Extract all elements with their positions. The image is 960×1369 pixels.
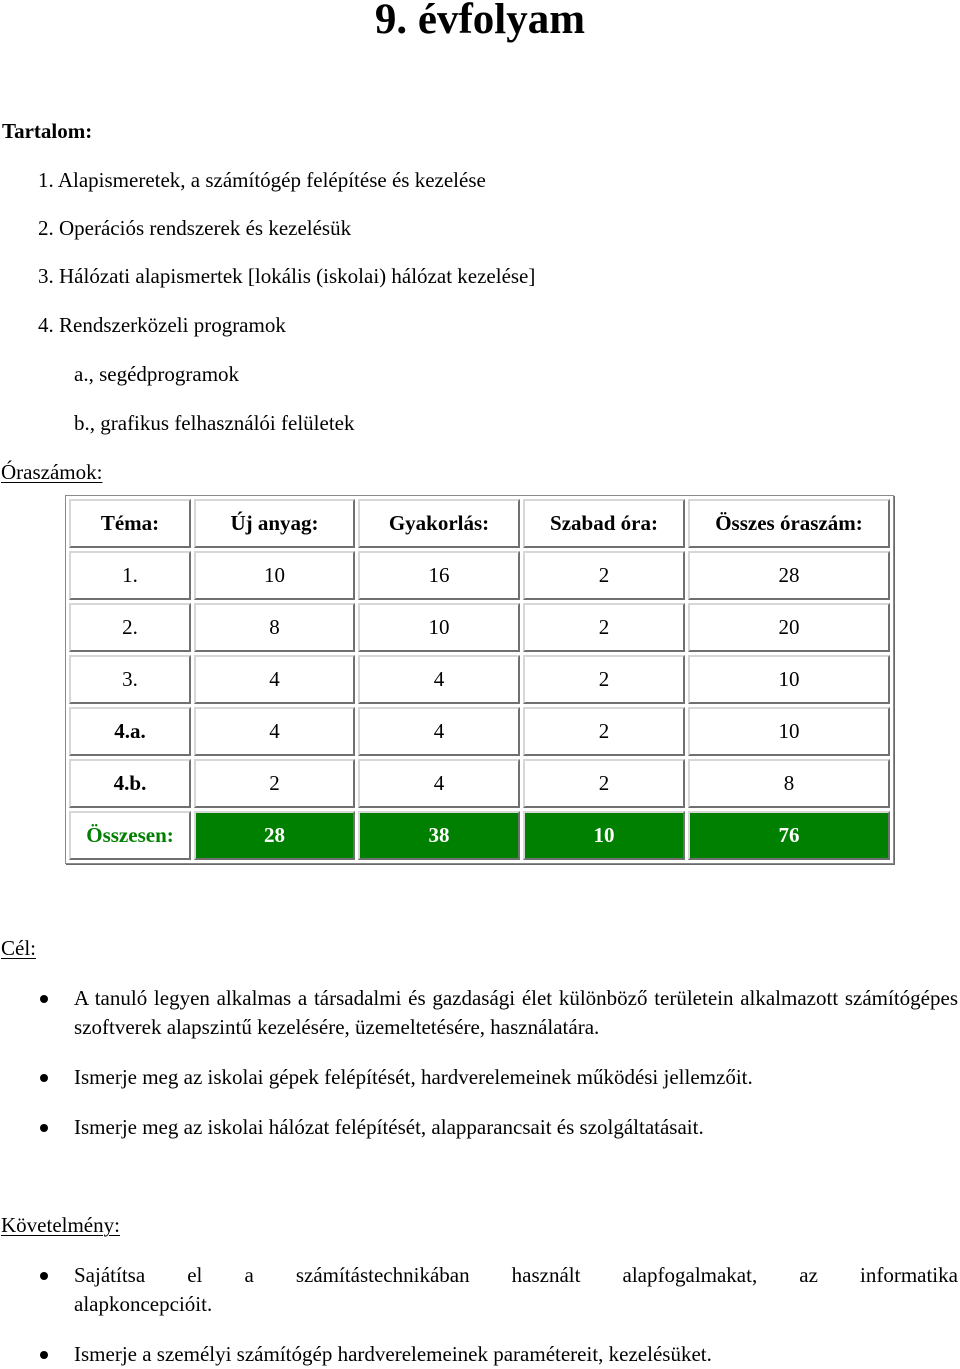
requirement-item-first-line xyxy=(74,1261,958,1290)
table-cell: 20 xyxy=(688,603,890,652)
goal-item-text: A tanuló legyen alkalmas a társadalmi és gazdasági élet különböző területein alkalmazott számítógépes szoftverek alapszintű kezelésére, üzemeltetésére, használatára. xyxy=(74,986,958,1039)
table-cell-topic: 3. xyxy=(69,655,191,704)
table-header-row xyxy=(69,499,890,548)
list-item xyxy=(40,984,958,1042)
contents-item-3: 3. Hálózati alapismertek [lokális (iskolai) hálózat kezelése] xyxy=(38,264,536,288)
table-cell: 2 xyxy=(523,759,685,808)
table-cell-topic: 4.b. xyxy=(69,759,191,808)
bullet-icon xyxy=(40,995,48,1003)
list-item xyxy=(40,1063,958,1092)
contents-item-2: 2. Operációs rendszerek és kezelésük xyxy=(38,216,352,240)
table-row xyxy=(69,759,890,808)
word: a xyxy=(244,1263,254,1287)
word: Sajátítsa xyxy=(74,1263,146,1287)
table-cell: 2 xyxy=(523,603,685,652)
hours-table xyxy=(65,495,894,864)
list-item xyxy=(40,1261,958,1319)
requirement-item-text: Ismerje a személyi számítógép hardverelemeinek paramétereit, kezelésüket. xyxy=(74,1342,712,1366)
table-total-cell: 38 xyxy=(358,811,520,860)
table-total-row xyxy=(69,811,890,860)
table-cell-topic: 4.a. xyxy=(69,707,191,756)
table-cell: 16 xyxy=(358,551,520,600)
page-title: 9. évfolyam xyxy=(374,0,586,43)
contents-item-4: 4. Rendszerközeli programok xyxy=(38,313,286,337)
table-header-cell: Új anyag: xyxy=(194,499,355,548)
table-cell: 4 xyxy=(358,759,520,808)
table-cell: 4 xyxy=(358,707,520,756)
goal-heading: Cél: xyxy=(1,936,36,960)
table-cell: 28 xyxy=(688,551,890,600)
table-cell: 10 xyxy=(688,707,890,756)
list-item xyxy=(40,1340,958,1369)
table-row xyxy=(69,551,890,600)
word: informatika xyxy=(860,1263,958,1287)
goal-item-text: Ismerje meg az iskolai hálózat felépítését, alapparancsait és szolgáltatásait. xyxy=(74,1115,704,1139)
word: használt xyxy=(511,1263,581,1287)
contents-heading: Tartalom: xyxy=(2,119,93,143)
table-cell: 2 xyxy=(523,551,685,600)
table-cell: 4 xyxy=(358,655,520,704)
table-total-cell: 76 xyxy=(688,811,890,860)
contents-subitem-b: b., grafikus felhasználói felületek xyxy=(74,411,355,435)
goal-item-text: Ismerje meg az iskolai gépek felépítését, hardverelemeinek működési jellemzőit. xyxy=(74,1065,753,1089)
bullet-icon xyxy=(40,1272,48,1280)
contents-item-1: 1. Alapismeretek, a számítógép felépítése és kezelése xyxy=(38,168,486,192)
goal-list xyxy=(40,984,958,1142)
word: alapfogalmakat, xyxy=(622,1263,758,1287)
table-cell: 8 xyxy=(194,603,355,652)
table-row xyxy=(69,603,890,652)
table-header-cell: Szabad óra: xyxy=(523,499,685,548)
hours-heading: Óraszámok: xyxy=(1,460,103,484)
table-header-cell: Téma: xyxy=(69,499,191,548)
table-cell: 2 xyxy=(523,707,685,756)
bullet-icon xyxy=(40,1124,48,1132)
table-total-label: Összesen: xyxy=(69,811,191,860)
table-cell: 4 xyxy=(194,707,355,756)
table-header-cell: Gyakorlás: xyxy=(358,499,520,548)
table-cell: 4 xyxy=(194,655,355,704)
table-cell: 8 xyxy=(688,759,890,808)
table-total-cell: 28 xyxy=(194,811,355,860)
table-row xyxy=(69,707,890,756)
bullet-icon xyxy=(40,1351,48,1359)
table-header-cell: Összes óraszám: xyxy=(688,499,890,548)
requirements-list xyxy=(40,1261,958,1369)
requirements-heading: Követelmény: xyxy=(1,1213,120,1237)
table-row xyxy=(69,655,890,704)
bullet-icon xyxy=(40,1074,48,1082)
table-cell: 2 xyxy=(194,759,355,808)
contents-subitem-a: a., segédprogramok xyxy=(74,362,240,386)
table-cell: 10 xyxy=(358,603,520,652)
table-cell: 2 xyxy=(523,655,685,704)
table-total-cell: 10 xyxy=(523,811,685,860)
requirement-item-rest: alapkoncepcióit. xyxy=(74,1292,213,1316)
table-cell: 10 xyxy=(688,655,890,704)
list-item xyxy=(40,1113,958,1142)
word: az xyxy=(799,1263,818,1287)
word: számítástechnikában xyxy=(295,1263,470,1287)
word: el xyxy=(187,1263,203,1287)
table-cell: 10 xyxy=(194,551,355,600)
table-cell-topic: 1. xyxy=(69,551,191,600)
table-cell-topic: 2. xyxy=(69,603,191,652)
